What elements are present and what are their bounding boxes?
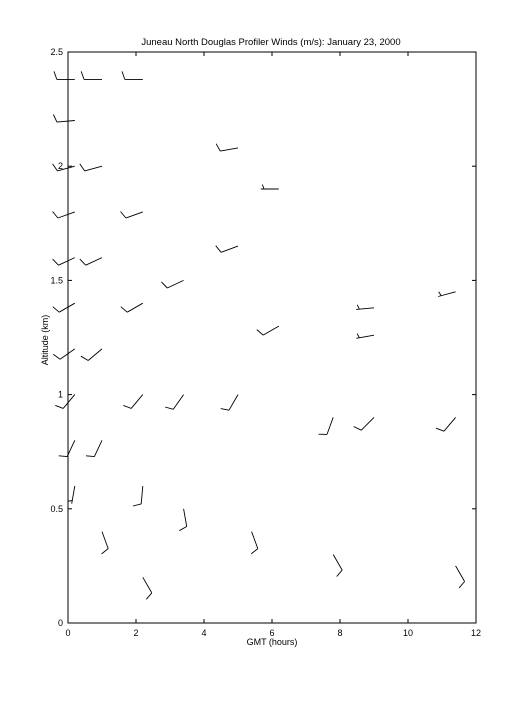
wind-barb (102, 532, 109, 554)
wind-barb (121, 212, 143, 219)
wind-barb (122, 71, 143, 79)
y-tick-label: 0 (57, 618, 63, 628)
wind-barb (333, 555, 342, 577)
wind-barb (123, 395, 143, 409)
wind-barb (221, 395, 238, 411)
wind-barb (53, 303, 75, 312)
wind-barb (53, 258, 75, 266)
y-tick-label: 0.5 (50, 503, 63, 514)
x-tick-label: 0 (65, 628, 71, 638)
x-tick-label: 2 (133, 628, 139, 638)
chart-title: Juneau North Douglas Profiler Winds (m/s): January 23, 2000 (141, 37, 401, 48)
wind-barb (59, 440, 75, 456)
x-tick-label: 10 (402, 628, 414, 638)
wind-barb (161, 280, 183, 288)
x-tick-label: 8 (337, 628, 343, 638)
wind-barb (53, 164, 75, 171)
x-tick-label: 12 (470, 628, 482, 638)
wind-barb (133, 486, 143, 506)
y-axis-label: Altitude (km) (40, 314, 50, 366)
wind-barb (80, 258, 102, 266)
plot-frame (68, 52, 476, 623)
wind-barb (86, 440, 102, 456)
wind-barb (251, 532, 258, 554)
y-tick-label: 2.5 (50, 47, 63, 57)
y-tick-label: 1.5 (50, 275, 63, 286)
wind-barbs (53, 71, 465, 599)
wind-barb (68, 486, 75, 504)
wind-barb (81, 349, 102, 361)
wind-barb (356, 305, 374, 310)
wind-barb (179, 509, 186, 531)
wind-barb (143, 577, 152, 599)
x-axis-label: GMT (hours) (246, 637, 298, 647)
wind-barb (356, 334, 374, 339)
wind-barb (121, 303, 143, 312)
x-tick-label: 6 (269, 628, 275, 638)
wind-barb (53, 212, 75, 219)
wind-barb (436, 417, 456, 431)
x-tick-label: 4 (201, 628, 207, 638)
wind-barb (53, 114, 74, 122)
wind-barb (257, 326, 279, 335)
wind-barb (54, 71, 75, 79)
wind-barb (81, 71, 102, 79)
y-tick-label: 2 (57, 161, 63, 172)
x-axis-ticks (65, 52, 481, 638)
wind-barb (53, 349, 75, 359)
wind-barb (216, 144, 238, 151)
wind-barb (456, 566, 465, 588)
wind-barb (319, 417, 334, 434)
wind-barb (165, 395, 184, 410)
wind-barb (216, 246, 238, 253)
wind-barb (261, 185, 279, 190)
y-axis-ticks (50, 47, 476, 628)
wind-barb (438, 292, 455, 297)
y-tick-label: 1 (57, 389, 63, 400)
wind-barb (80, 164, 102, 171)
wind-barb (354, 417, 374, 430)
